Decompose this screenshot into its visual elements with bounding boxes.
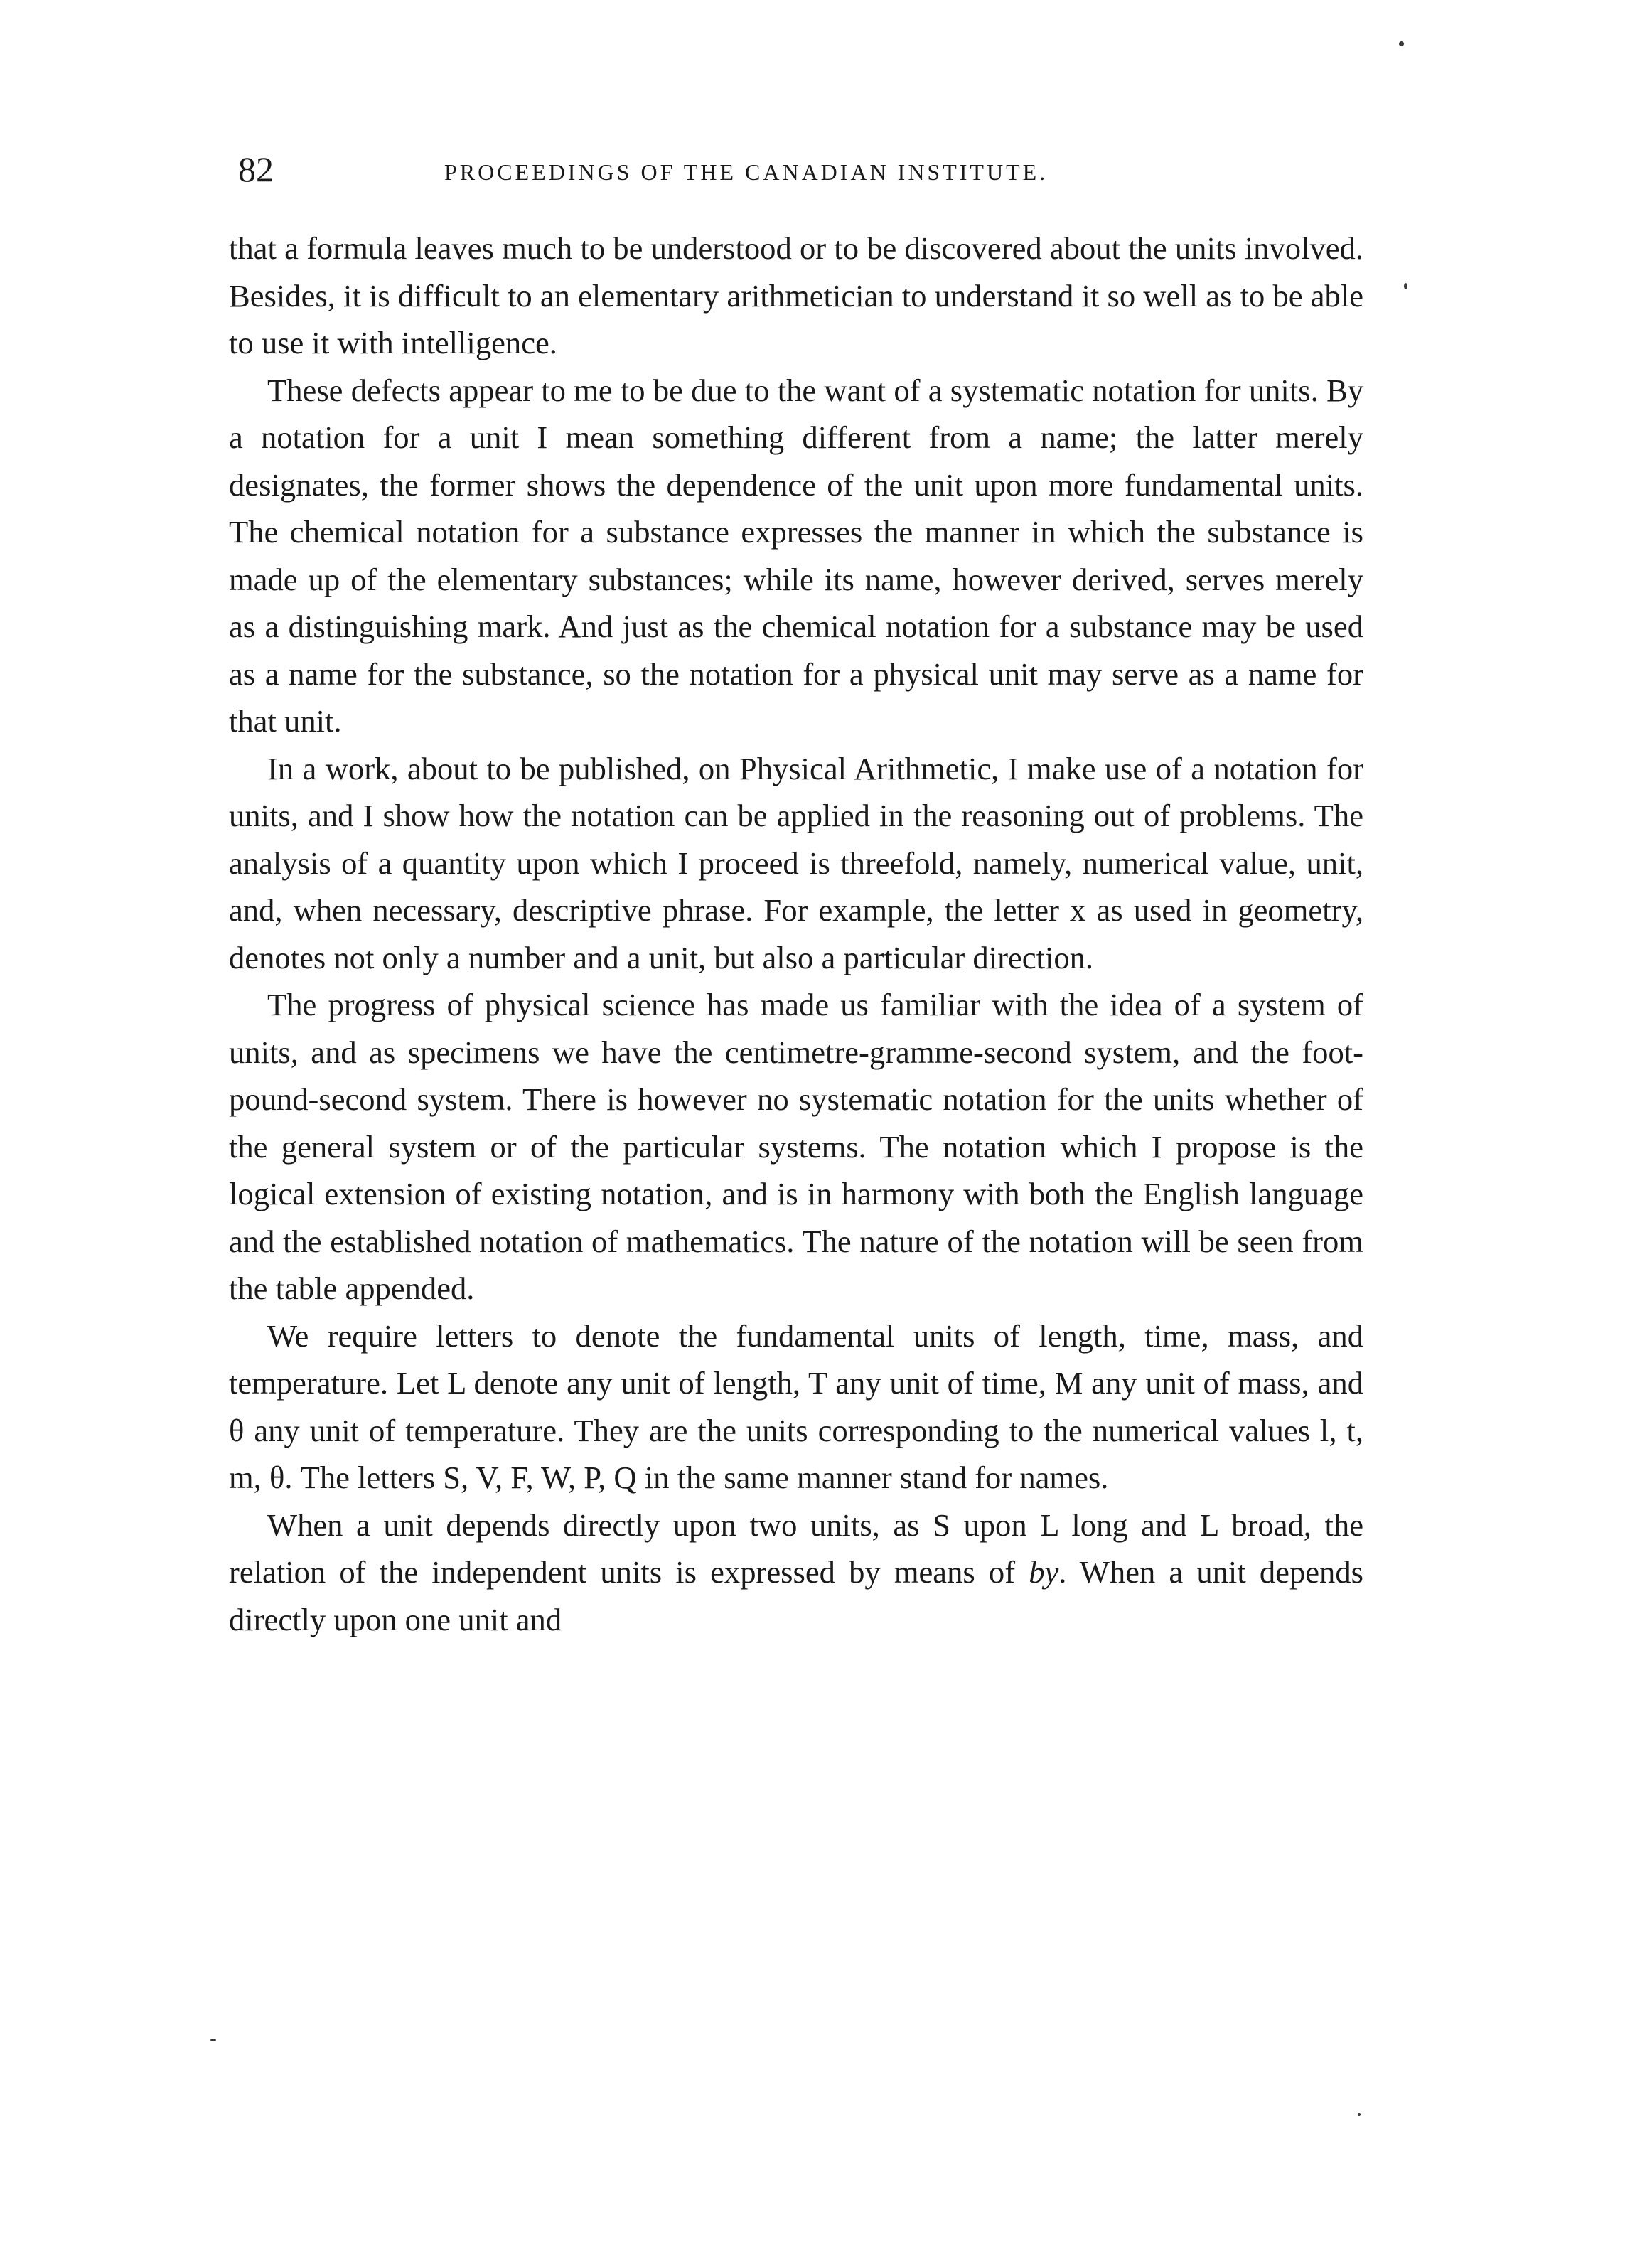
paragraph-notation-defects: These defects appear to me to be due to the want of a systematic notation for units. By a notation for a unit I mean something different from a name; the latter merely designates, the former shows the dependence of the unit upon more fundamental units. The chemical notation for a substance expresses the manner in which the substance is made up of the elementary substances; while its name, however derived, serves merely as a distinguishing mark. And just as the chemical notation for a substance may be used as a name for the substance, so the notation for a physical unit may serve as a name for that unit. — [229, 372, 1363, 739]
running-head — [238, 148, 1361, 198]
journal-title: PROCEEDINGS OF THE CANADIAN INSTITUTE. — [444, 159, 1049, 185]
paragraph-physical-arithmetic: In a work, about to be published, on Physical Arithmetic, I make use of a notation for units, and I show how the notation can be applied in the reasoning out of problems. The analysis of a quantity upon which I proceed is threefold, namely, numerical value, unit, and, when necessary, descriptive phrase. For example, the letter x as used in geometry, denotes not only a number and a unit, but also a particular direction. — [229, 750, 1363, 975]
paragraph-continuation: that a formula leaves much to be understood or to be discovered about the units involved. Besides, it is difficult to an elementary arithmetician to understand it so well as to be able to use it with intelligence. — [229, 230, 1363, 360]
print-speck — [1404, 283, 1407, 289]
paragraph-system-of-units: The progress of physical science has made us familiar with the idea of a system of units, and as specimens we have the centimetre-gramme-second system, and the foot-pound-second system. There is however no systematic notation for the units whether of the general system or of the particular systems. The notation which I propose is the logical extension of existing notation, and is in harmony with both the English language and the established notation of mathematics. The nature of the notation will be seen from the table appended. — [229, 987, 1363, 1306]
body-text — [229, 225, 1363, 1643]
page-number: 82 — [238, 149, 274, 189]
paragraph-dependent-units: When a unit depends directly upon two units, as S upon L long and L broad, the relation of the independent units is expressed by means of by. When a unit depends directly upon one unit and — [229, 1507, 1363, 1637]
italic-by: by — [1029, 1554, 1059, 1590]
paragraph-fundamental-units: We require letters to denote the fundamental units of length, time, mass, and temperature. Let L denote any unit of length, T any unit of time, M any unit of mass, and θ any unit of temperature. They are the units corresponding to the numerical values l, t, m, θ. The letters S, V, F, W, P, Q in the same manner stand for names. — [229, 1317, 1363, 1495]
print-speck — [1358, 2113, 1361, 2116]
print-speck — [210, 2039, 216, 2041]
print-speck — [1399, 41, 1404, 46]
